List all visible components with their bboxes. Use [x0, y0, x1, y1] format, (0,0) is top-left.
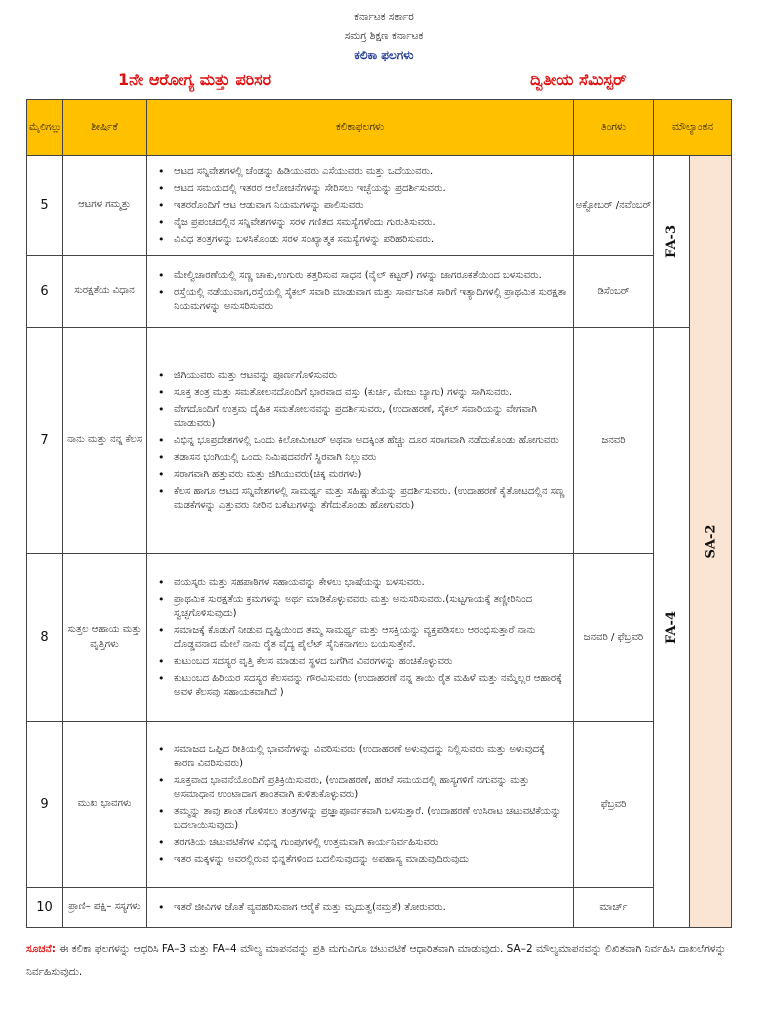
outcome-item: • ಆಟದ ಸಮಯದಲ್ಲಿ ಇತರರ ಆಲೋಚನೆಗಳನ್ನು ಸೇರಿಸಲು ಇಚ್ಛೆಯನ್ನು ಪ್ರದರ್ಶಿಸುವರು.	[148, 182, 568, 196]
footnote-text: ಈ ಕಲಿಕಾ ಫಲಗಳನ್ನು ಆಧರಿಸಿ FA–3 ಮತ್ತು FA–4 ಮೌಲ್ಯ ಮಾಪನವನ್ನು ಪ್ರತಿ ಮಗುವಿಗೂ ಚಟುವಟಿಕೆ ಆಧಾರಿತವಾಗಿ ಮಾಡುವುದು. SA–2 ಮೌಲ್ಯಮಾಪನವನ್ನು ಲಿಖಿತವಾಗಿ ನಿರ್ವಹಿಸಿ ದಾಖಲೆಗಳನ್ನು ನಿರ್ವಹಿಸುವುದು.	[26, 943, 727, 978]
fa4-cell	[654, 328, 690, 928]
outcome-item: • ಜಿಗಿಯುವರು ಮತ್ತು ಆಟವನ್ನು ಪೂರ್ಣಗೊಳಿಸುವರು	[148, 369, 568, 383]
col-header-outcomes: ಕಲಿಕಾಫಲಗಳು	[147, 100, 574, 156]
row-month: ಜನವರಿ	[574, 328, 654, 554]
row-outcomes	[147, 554, 574, 722]
col-header-months: ತಿಂಗಳು	[574, 100, 654, 156]
table-row	[27, 722, 732, 888]
row-title: ಮುಖ ಭಾವಗಳು	[63, 722, 147, 888]
row-title: ಪ್ರಾಣಿ– ಪಕ್ಷಿ– ಸಸ್ಯಗಳು	[63, 888, 147, 928]
outcome-item: • ಇತರ ಮಕ್ಕಳನ್ನು ಅವರಲ್ಲಿರುವ ಭಿನ್ನತೆಗಳಿಂದ ಬದಲಿಸುವುದನ್ನು ಅಪಹಾಸ್ಯ ಮಾಡುವುದಿರುವುದು	[148, 853, 568, 867]
outcome-item: • ಕುಟುಂಬದ ಹಿರಿಯರ ಸದಸ್ಯರ ಕೆಲಸವನ್ನು ಗೌರವಿಸುವರು (ಉದಾಹರಣೆ ನನ್ನ ತಾಯಿ ರೈತ ಮಹಿಳೆ ಮತ್ತು ನಮ್ಮೆಲ್ಲರ ಆಹಾರಕ್ಕೆ ಅವಳ ಕೆಲಸವು ಸಹಾಯಕವಾಗಿದೆ )	[148, 672, 568, 700]
outcome-item: • ಸರಾಗವಾಗಿ ಹತ್ತುವರು ಮತ್ತು ಜಿಗಿಯುವರು(ಚಿಕ್ಕ ಮರಗಳು)	[148, 468, 568, 482]
row-month: ಜನವರಿ / ಫೆಬ್ರವರಿ	[574, 554, 654, 722]
col-header-evaluation: ಮೌಲ್ಯಾಂಕನ	[654, 100, 732, 156]
fa3-label: FA-3	[664, 225, 679, 258]
row-title: ಸುತ್ತಲ ಆಹಾಯ ಮತ್ತು ವೃತ್ತಿಗಳು	[63, 554, 147, 722]
row-outcomes	[147, 888, 574, 928]
row-number: 10	[27, 888, 63, 928]
outcome-list	[148, 576, 572, 700]
outcome-item: • ಇತರೆ ಜೀವಿಗಳ ಜೊತೆ ವ್ಯವಹರಿಸುವಾಗ ಆರೈಕೆ ಮತ್ತು ಮೃದುತ್ವ(ನಮ್ರತೆ) ತೋರುವರು.	[148, 901, 568, 915]
row-number: 8	[27, 554, 63, 722]
subject-title: 1ನೇ ಆರೋಗ್ಯ ಮತ್ತು ಪರಿಸರ	[118, 70, 272, 89]
footnote-label: ಸೂಚನೆ:	[26, 943, 56, 955]
col-header-title: ಶೀರ್ಷಿಕೆ	[63, 100, 147, 156]
table-header-row	[27, 100, 732, 156]
outcome-item: • ಮೇಲ್ವಿಚಾರಣೆಯಲ್ಲಿ ಸಣ್ಣ ಚಾಕು,ಉಗುರು ಕತ್ತರಿಸುವ ಸಾಧನ (ನೈಲ್ ಕಟ್ಟರ್) ಗಳನ್ನು ಜಾಗರೂಕತೆಯಿಂದ ಬಳಸುವರು.	[148, 269, 568, 283]
outcome-item: • ವಿಭಿನ್ನ ಭೂಪ್ರದೇಶಗಳಲ್ಲಿ ಒಂದು ಕಿಲೋಮೀಟರ್ ಅಥವಾ ಅದಕ್ಕಿಂತ ಹೆಚ್ಚು ದೂರ ಸರಾಗವಾಗಿ ನಡೆದುಕೊಂಡು ಹೋಗುವರು	[148, 434, 568, 448]
row-month: ಅಕ್ಟೋಬರ್ /ನವೆಂಬರ್	[574, 156, 654, 256]
table-row	[27, 156, 732, 256]
outcome-item: • ವಿವಿಧ ತಂತ್ರಗಳನ್ನು ಬಳಸಿಕೊಂಡು ಸರಳ ಸಂಖ್ಯಾತ್ಮಕ ಸಮಸ್ಯೆಗಳನ್ನು ಪರಿಹರಿಸುವರು.	[148, 233, 568, 247]
row-outcomes	[147, 156, 574, 256]
outcome-item: • ನೈಜ ಪ್ರಪಂಚದಲ್ಲಿನ ಸನ್ನಿವೇಶಗಳನ್ನು ಸರಳ ಗಣಿತದ ಸಮಸ್ಯೆಗಳೆಂದು ಗುರುತಿಸುವರು.	[148, 216, 568, 230]
header-program: ಸಮಗ್ರ ಶಿಕ್ಷಣ ಕರ್ನಾಟಕ	[344, 30, 424, 42]
row-month: ಡಿಸೆಂಬರ್	[574, 256, 654, 328]
outcome-item: • ವಯಸ್ಕರು ಮತ್ತು ಸಹಪಾಠಿಗಳ ಸಹಾಯವನ್ನು ಕೇಳಲು ಭಾಷೆಯನ್ನು ಬಳಸುವರು.	[148, 576, 568, 590]
fa4-label: FA-4	[664, 611, 679, 644]
outcome-item: • ಸಮಾಜಕ್ಕೆ ಕೊಡುಗೆ ನೀಡುವ ದೃಷ್ಟಿಯಿಂದ ತಮ್ಮ ಸಾಮರ್ಥ್ಯ ಮತ್ತು ಆಸಕ್ತಿಯನ್ನು ವ್ಯಕ್ತಪಡಿಸಲು ಆರಂಭಿಸುತ್ತಾರೆ ನಾನು ದೊಡ್ಡವನಾದ ಮೇಲೆ ನಾನು ರೈತ ವೈದ್ಯ ಪೈಲೆಟ್ ಸೈನಿಕನಾಗಲು ಬಯಸುತ್ತೇನೆ.	[148, 624, 568, 652]
row-outcomes	[147, 256, 574, 328]
outcome-item: • ತಮ್ಮನ್ನು ತಾವು ಶಾಂತ ಗೊಳಿಸಲು ತಂತ್ರಗಳನ್ನು ಪ್ರಜ್ಞಾಪೂರ್ವಕವಾಗಿ ಬಳಸುತ್ತಾರೆ. (ಉದಾಹರಣೆ ಉಸಿರಾಟ ಚಟುವಟಿಕೆಯನ್ನು ಬದಲಾಯಿಸುವುದು)	[148, 805, 568, 833]
footnote	[26, 938, 736, 984]
outcome-list	[148, 743, 572, 867]
table-row	[27, 256, 732, 328]
outcome-item: • ಸೂಕ್ತ ತಂತ್ರ ಮತ್ತು ಸಮತೋಲನದೊಂದಿಗೆ ಭಾರವಾದ ವಸ್ತು (ಕುರ್ಚಿ, ಮೇಜು ಬ್ಯಾಗು) ಗಳನ್ನು ಸಾಗಿಸುವರು.	[148, 386, 568, 400]
outcome-item: • ರಸ್ತೆಯಲ್ಲಿ ನಡೆಯುವಾಗ,ರಸ್ತೆಯಲ್ಲಿ ಸೈಕಲ್ ಸವಾರಿ ಮಾಡುವಾಗ ಮತ್ತು ಸಾರ್ವಜನಿಕ ಸಾರಿಗೆ ಇತ್ಯಾದಿಗಳಲ್ಲಿ ಪ್ರಾಥಮಿಕ ಸುರಕ್ಷತಾ ನಿಯಮಗಳನ್ನು ಅನುಸರಿಸುವರು	[148, 286, 568, 314]
outcome-item: • ಸೂಕ್ತವಾದ ಭಾವನೆಯೊಂದಿಗೆ ಪ್ರತಿಕ್ರಿಯಿಸುವರು, (ಉದಾಹರಣೆ, ಹರಟೆ ಸಮಯದಲ್ಲಿ ಹಾಸ್ಯಗಳಿಗೆ ನಗುವನ್ನು ಮತ್ತು ಅಸಮಾಧಾನ ಉಂಟಾದಾಗ ಶಾಂತವಾಗಿ ಕುಳಿತುಕೊಳ್ಳುವರು)	[148, 774, 568, 802]
outcome-item: • ಕುಟುಂಬದ ಸದಸ್ಯರ ವೃತ್ತಿ ಕೆಲಸ ಮಾಡುವ ಸ್ಥಳದ ಬಗೆಗಿನ ವಿವರಗಳನ್ನು ಹಂಚಿಕೊಳ್ಳುವರು	[148, 655, 568, 669]
table-row	[27, 328, 732, 554]
table-row	[27, 888, 732, 928]
outcome-item: • ಸಮಾಜದ ಒಪ್ಪಿದ ರೀತಿಯಲ್ಲಿ ಭಾವನೆಗಳನ್ನು ವಿವರಿಸುವರು (ಉದಾಹರಣೆ ಅಳುವುದನ್ನು ನಿಲ್ಲಿಸುವರು ಮತ್ತು ಅಳುವುದಕ್ಕೆ ಕಾರಣ ವಿವರಿಸುವರು)	[148, 743, 568, 771]
header-learning-outcomes: ಕಲಿಕಾ ಫಲಗಳು	[354, 48, 414, 62]
row-number: 6	[27, 256, 63, 328]
outcome-item: • ಆಟದ ಸನ್ನಿವೇಶಗಳಲ್ಲಿ ಚೆಂಡನ್ನು ಹಿಡಿಯುವರು ಎಸೆಯುವರು ಮತ್ತು ಒದೆಯುವರು.	[148, 165, 568, 179]
learning-outcomes-table	[26, 99, 732, 928]
fa3-cell	[654, 156, 690, 328]
outcome-item: • ಪ್ರಾಥಮಿಕ ಸುರಕ್ಷತೆಯ ಕ್ರಮಗಳನ್ನು ಅರ್ಥ ಮಾಡಿಕೊಳ್ಳುವವರು ಮತ್ತು ಅನುಸರಿಸುವರು.(ಸುಟ್ಟಗಾಯಕ್ಕೆ ತಣ್ಣೀರಿನಿಂದ ಸ್ವಚ್ಛಗೊಳಿಸುವುದು)	[148, 593, 568, 621]
col-header-milestone: ಮೈಲಿಗಲ್ಲು	[27, 100, 63, 156]
table-row	[27, 554, 732, 722]
row-outcomes	[147, 722, 574, 888]
sa2-label: SA-2	[703, 524, 719, 559]
outcome-item: • ವೇಗದೊಂದಿಗೆ ಉತ್ತಮ ದೈಹಿಕ ಸಮತೋಲನವನ್ನು ಪ್ರದರ್ಶಿಸುವರು, (ಉದಾಹರಣೆ, ಸೈಕಲ್ ಸವಾರಿಯನ್ನು ವೇಗವಾಗಿ ಮಾಡುವರು)	[148, 403, 568, 431]
row-title: ಆಟಗಳ ಗಮ್ಮತ್ತು	[63, 156, 147, 256]
outcome-item: • ಇತರರೊಂದಿಗೆ ಆಟ ಆಡುವಾಗ ನಿಯಮಗಳನ್ನು ಪಾಲಿಸುವರು	[148, 199, 568, 213]
row-month: ಫೆಬ್ರವರಿ	[574, 722, 654, 888]
semester-title: ದ್ವಿತೀಯ ಸೆಮಿಸ್ಟರ್	[530, 70, 627, 89]
row-number: 9	[27, 722, 63, 888]
row-title: ನಾನು ಮತ್ತು ನನ್ನ ಕೆಲಸ	[63, 328, 147, 554]
outcome-item: • ತರಗತಿಯ ಚಟುವಟಿಕೆಗಳ ವಿಭಿನ್ನ ಗುಂಪುಗಳಲ್ಲಿ ಉತ್ತಮವಾಗಿ ಕಾರ್ಯನಿರ್ವಹಿಸುವರು	[148, 836, 568, 850]
header-government: ಕರ್ನಾಟಕ ಸರ್ಕಾರ	[354, 11, 414, 23]
row-outcomes	[147, 328, 574, 554]
row-number: 5	[27, 156, 63, 256]
sa2-cell	[690, 156, 732, 928]
outcome-item: • ಕೆಲಸ ಹಾಗೂ ಆಟದ ಸನ್ನಿವೇಶಗಳಲ್ಲಿ ಸಾಮರ್ಥ್ಯ ಮತ್ತು ಸಹಿಷ್ಣುತೆಯನ್ನು ಪ್ರದರ್ಶಿಸುವರು. (ಉದಾಹರಣೆ ಕೈತೋಟದಲ್ಲಿನ ಸಣ್ಣ ಮಡಕೆಗಳನ್ನು ಎತ್ತುವರು ನೀರಿನ ಬಕೆಟುಗಳನ್ನು ತೆಗೆದುಕೊಂಡು ಹೋಗುವರು)	[148, 485, 568, 513]
outcome-list	[148, 165, 572, 247]
row-month: ಮಾರ್ಚ್	[574, 888, 654, 928]
outcome-list	[148, 269, 572, 314]
outcome-item: • ತಡಾಸನ ಭಂಗಿಯಲ್ಲಿ ಒಂದು ನಿಮಿಷದವರೆಗೆ ಸ್ಥಿರವಾಗಿ ನಿಲ್ಲುವರು	[148, 451, 568, 465]
outcome-list	[148, 901, 572, 915]
outcome-list	[148, 369, 572, 513]
row-title: ಸುರಕ್ಷತೆಯ ವಿಧಾನ	[63, 256, 147, 328]
row-number: 7	[27, 328, 63, 554]
